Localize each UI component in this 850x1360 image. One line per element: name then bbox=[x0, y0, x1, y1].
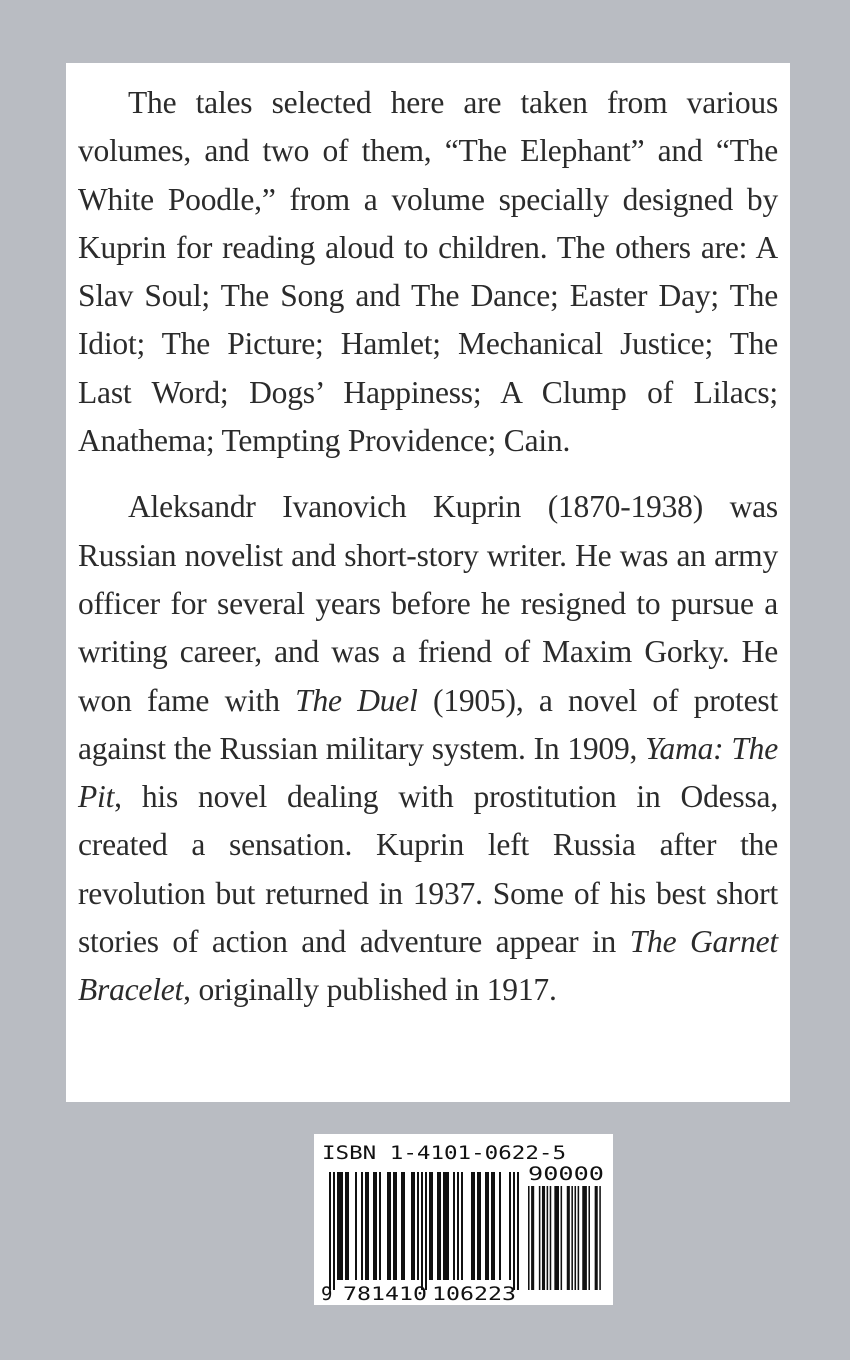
isbn-barcode bbox=[314, 1134, 613, 1305]
paragraph-text-run: , originally published in 1917. bbox=[183, 972, 557, 1008]
paragraph-text-run: Aleksandr Ivanovich Kuprin (1870-1938) was Russian novelist and short-story writer. He was an army officer for several years before he resigned to pursue a writing career, and was a friend of Maxim Gorky. He won fame with bbox=[78, 489, 778, 718]
barcode-bar bbox=[345, 1172, 349, 1280]
addon-bar bbox=[588, 1186, 590, 1290]
addon-bar bbox=[567, 1186, 570, 1290]
barcode-bar bbox=[499, 1172, 501, 1280]
book-title-italic: The Duel bbox=[295, 682, 418, 718]
barcode-bar bbox=[485, 1172, 489, 1280]
description-panel bbox=[66, 63, 790, 1102]
barcode-bar bbox=[393, 1172, 397, 1280]
barcode-guard-bar bbox=[425, 1172, 427, 1290]
barcode-guard-bar bbox=[517, 1172, 519, 1290]
addon-bar bbox=[578, 1186, 580, 1290]
barcode-guard-bar bbox=[513, 1172, 515, 1290]
barcode-bar bbox=[477, 1172, 481, 1280]
addon-bar bbox=[539, 1186, 541, 1290]
barcode-guard-bar bbox=[329, 1172, 331, 1290]
barcode-bar bbox=[337, 1172, 343, 1280]
barcode-bar bbox=[457, 1172, 459, 1280]
barcode-bar bbox=[373, 1172, 377, 1280]
barcode-bar bbox=[355, 1172, 357, 1280]
barcode-bar bbox=[491, 1172, 495, 1280]
barcode-bar bbox=[453, 1172, 455, 1280]
addon-bars bbox=[528, 1186, 601, 1290]
addon-bar bbox=[554, 1186, 559, 1290]
barcode-bar bbox=[401, 1172, 405, 1280]
barcode-bar bbox=[443, 1172, 449, 1280]
barcode-bar bbox=[461, 1172, 463, 1280]
addon-bar bbox=[550, 1186, 552, 1290]
barcode-bar bbox=[429, 1172, 433, 1280]
barcode-bar bbox=[417, 1172, 419, 1280]
barcode-bar bbox=[471, 1172, 475, 1280]
book-title-italic: The Garnet Bracelet bbox=[78, 924, 778, 1008]
barcode-graphic bbox=[314, 1134, 613, 1305]
barcode-bar bbox=[437, 1172, 441, 1280]
barcode-bar bbox=[365, 1172, 369, 1280]
paragraph-text-run: (1905), a novel of protest against the Russian military system. In 1909, bbox=[78, 682, 778, 766]
ean-lead-digit: 9 bbox=[321, 1283, 333, 1305]
addon-bar bbox=[575, 1186, 577, 1290]
barcode-bar bbox=[509, 1172, 511, 1280]
addon-bar bbox=[542, 1186, 545, 1290]
price-code: 90000 bbox=[528, 1163, 604, 1185]
paragraph-text-run: The tales selected here are taken from various volumes, and two of them, “The Elephant” and “The White Poodle,” from a volume specially designed by Kuprin for reading aloud to children. The others are: A Slav Soul; The Song and The Dance; Easter Day; The Idiot; The Picture; Hamlet; Mechanical Justice; The Last Word; Dogs’ Happiness; A Clump of Lilacs; Anathema; Tempting Providence; Cain. bbox=[78, 85, 778, 459]
ean-right-digits: 106223 bbox=[432, 1283, 516, 1305]
addon-bar bbox=[599, 1186, 601, 1290]
barcode-bar bbox=[387, 1172, 391, 1280]
description-paragraph-author-bio bbox=[78, 483, 778, 1014]
book-title-italic: Yama: The Pit bbox=[78, 730, 778, 815]
isbn-label: ISBN 1-4101-0622-5 bbox=[322, 1142, 566, 1164]
barcode-bar bbox=[379, 1172, 381, 1280]
paragraph-text-run: , his novel dealing with prostitution in Odessa, created a sensation. Kuprin left Russia after the revolution but returned in 1937. Some of his best short stories of action and adventure appear in bbox=[78, 779, 778, 960]
addon-bar bbox=[582, 1186, 587, 1290]
barcode-bar bbox=[411, 1172, 415, 1280]
description-paragraph-tales bbox=[78, 79, 778, 465]
addon-bar bbox=[571, 1186, 573, 1290]
ean-left-digits: 781410 bbox=[343, 1283, 427, 1305]
addon-bar bbox=[561, 1186, 563, 1290]
barcode-bar bbox=[361, 1172, 363, 1280]
addon-bar bbox=[595, 1186, 598, 1290]
ean13-bars bbox=[329, 1172, 519, 1290]
barcode-guard-bar bbox=[421, 1172, 423, 1290]
addon-bar bbox=[528, 1186, 530, 1290]
addon-bar bbox=[547, 1186, 549, 1290]
barcode-guard-bar bbox=[333, 1172, 335, 1290]
addon-bar bbox=[531, 1186, 534, 1290]
